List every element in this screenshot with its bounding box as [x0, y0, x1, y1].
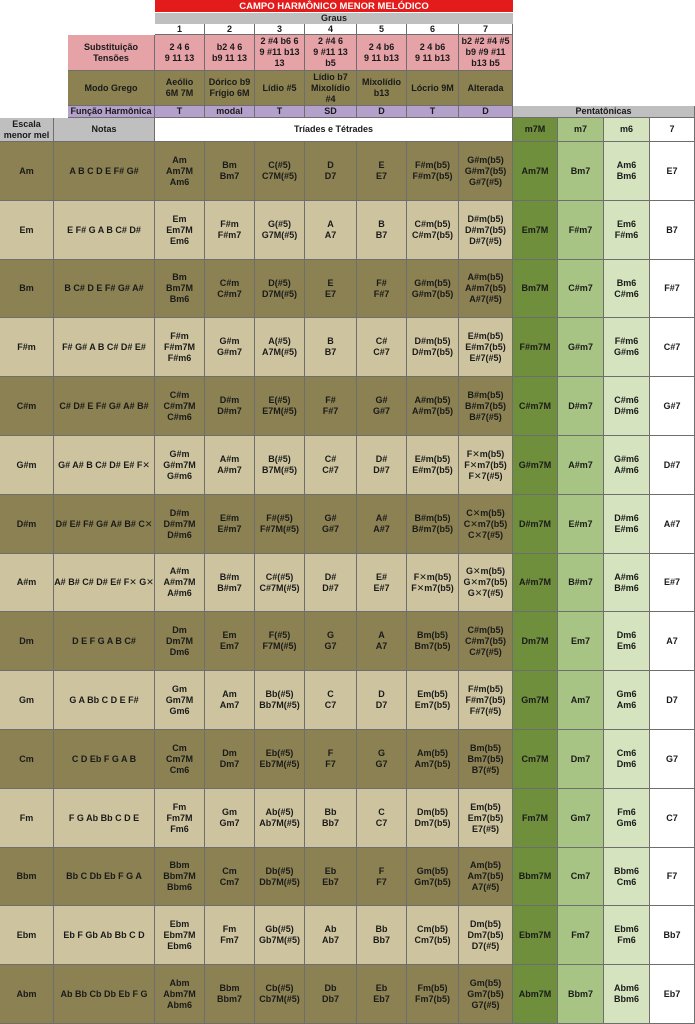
chord-cell: Em Em7M Em6	[155, 201, 205, 260]
scale-notes: A# B# C# D# E# F✕ G✕	[54, 554, 155, 612]
chord-cell: G# G#7	[305, 495, 357, 554]
degree-number: 3	[255, 24, 305, 35]
pentatonic-cell: Em7	[558, 612, 604, 671]
chord-cell: G G7	[305, 612, 357, 671]
chord-cell: D#m(b5) D#m7(b5) D#7(#5)	[459, 201, 513, 260]
chord-cell: C#m C#m7	[205, 260, 255, 318]
chord-cell: B B7	[305, 318, 357, 377]
chord-cell: A#m(b5) A#m7(b5) A#7(#5)	[459, 260, 513, 318]
chord-cell: Bb Bb7	[357, 906, 407, 965]
pentatonic-cell: Gm6 Am6	[604, 671, 650, 730]
chord-cell: Em(b5) Em7(b5)	[407, 671, 459, 730]
pentatonic-cell: G#m6 A#m6	[604, 436, 650, 495]
chord-cell: Eb Eb7	[357, 965, 407, 1024]
pentatonic-cell: Abm6 Bbm6	[604, 965, 650, 1024]
pentatonic-cell: E7	[650, 142, 695, 201]
notas-header: Notas	[54, 118, 155, 142]
scale-notes: Ab Bb Cb Db Eb F G	[54, 965, 155, 1024]
chord-cell: Bm Bm7	[205, 142, 255, 201]
modo-grego-cell: Mixolídio b13	[357, 71, 407, 106]
chord-cell: D(#5) D7M(#5)	[255, 260, 305, 318]
pentatonic-cell: Bbm6 Cm6	[604, 848, 650, 906]
chord-cell: E(#5) E7M(#5)	[255, 377, 305, 436]
chord-cell: D#m(b5) D#m7(b5)	[407, 318, 459, 377]
chord-cell: Fm Fm7	[205, 906, 255, 965]
chord-cell: A A7	[357, 612, 407, 671]
scale-key: Bbm	[0, 848, 54, 906]
pentatonic-cell: F#m7M	[513, 318, 558, 377]
chord-cell: F(#5) F7M(#5)	[255, 612, 305, 671]
pentatonic-cell: Cm7	[558, 848, 604, 906]
pentatonic-cell: G#m7M	[513, 436, 558, 495]
chord-cell: F# F#7	[305, 377, 357, 436]
pentatonicas-header: Pentatônicas	[513, 106, 695, 118]
scale-key: F#m	[0, 318, 54, 377]
pentatonic-cell: C7	[650, 789, 695, 848]
chord-cell: F#m(b5) F#m7(b5) F#7(#5)	[459, 671, 513, 730]
pentatonic-cell: Fm7	[558, 906, 604, 965]
pentatonic-cell: Em6 F#m6	[604, 201, 650, 260]
pentatonic-cell: B7	[650, 201, 695, 260]
chord-cell: Ab Ab7	[305, 906, 357, 965]
chord-cell: D# D#7	[305, 554, 357, 612]
scale-notes: G# A# B C# D# E# F✕	[54, 436, 155, 495]
tensoes-cell: 2 4 6 9 11 13	[155, 35, 205, 71]
chord-cell: Cb(#5) Cb7M(#5)	[255, 965, 305, 1024]
scale-key: C#m	[0, 377, 54, 436]
pentatonic-cell: G#m7	[558, 318, 604, 377]
scale-key: A#m	[0, 554, 54, 612]
pentatonic-cell: C#m7M	[513, 377, 558, 436]
chord-cell: Gm Gm7	[205, 789, 255, 848]
pentatonic-cell: Bm6 C#m6	[604, 260, 650, 318]
penta-header: m7M	[513, 118, 558, 142]
scale-key: Dm	[0, 612, 54, 671]
degree-number: 7	[459, 24, 513, 35]
scale-key: Abm	[0, 965, 54, 1024]
chord-cell: E#m E#m7	[205, 495, 255, 554]
chord-cell: C#(#5) C#7M(#5)	[255, 554, 305, 612]
tensoes-cell: 2 #4 6 9 #11 13 b5	[305, 35, 357, 71]
pentatonic-cell: G#7	[650, 377, 695, 436]
chord-cell: G#m(b5) G#m7(b5) G#7(#5)	[459, 142, 513, 201]
tensoes-cell: b2 4 6 b9 11 13	[205, 35, 255, 71]
chord-cell: Cm Cm7	[205, 848, 255, 906]
chord-cell: G# G#7	[357, 377, 407, 436]
scale-notes: D E F G A B C#	[54, 612, 155, 671]
funcao-cell: T	[155, 106, 205, 118]
pentatonic-cell: Fm6 Gm6	[604, 789, 650, 848]
chord-cell: Em Em7	[205, 612, 255, 671]
graus-header: Graus	[155, 13, 513, 24]
funcao-harmonica-label: Função Harmônica	[68, 106, 155, 118]
chord-cell: E#m(b5) E#m7(b5)	[407, 436, 459, 495]
funcao-cell: D	[459, 106, 513, 118]
scale-notes: D# E# F# G# A# B# C✕	[54, 495, 155, 554]
chord-cell: F#(#5) F#7M(#5)	[255, 495, 305, 554]
chord-cell: Gm(b5) Gm7(b5)	[407, 848, 459, 906]
scale-key: G#m	[0, 436, 54, 495]
chord-cell: E# E#7	[357, 554, 407, 612]
scale-notes: B C# D E F# G# A#	[54, 260, 155, 318]
chord-cell: F#m F#m7M F#m6	[155, 318, 205, 377]
pentatonic-cell: A7	[650, 612, 695, 671]
scale-notes: A B C D E F# G#	[54, 142, 155, 201]
pentatonic-cell: Bm7	[558, 142, 604, 201]
pentatonic-cell: C#m6 D#m6	[604, 377, 650, 436]
chord-cell: C#m C#m7M C#m6	[155, 377, 205, 436]
chord-cell: G#m G#m7M G#m6	[155, 436, 205, 495]
pentatonic-cell: Gm7	[558, 789, 604, 848]
chord-cell: A A7	[305, 201, 357, 260]
tensoes-cell: 2 4 b6 9 11 b13	[407, 35, 459, 71]
scale-notes: Bb C Db Eb F G A	[54, 848, 155, 906]
escala-header: Escala menor mel	[0, 118, 54, 142]
pentatonic-cell: Am7M	[513, 142, 558, 201]
chord-cell: Ab(#5) Ab7M(#5)	[255, 789, 305, 848]
chord-cell: Am(b5) Am7(b5) A7(#5)	[459, 848, 513, 906]
scale-key: Gm	[0, 671, 54, 730]
chord-cell: Bm(b5) Bm7(b5) B7(#5)	[459, 730, 513, 789]
chord-cell: Cm(b5) Cm7(b5)	[407, 906, 459, 965]
pentatonic-cell: A#m7	[558, 436, 604, 495]
chord-cell: B(#5) B7M(#5)	[255, 436, 305, 495]
modo-grego-cell: Lídio #5	[255, 71, 305, 106]
modo-grego-label: Modo Grego	[68, 71, 155, 106]
chord-cell: C C7	[357, 789, 407, 848]
chord-cell: G(#5) G7M(#5)	[255, 201, 305, 260]
chord-cell: Ebm Ebm7M Ebm6	[155, 906, 205, 965]
scale-key: Bm	[0, 260, 54, 318]
chord-cell: Abm Abm7M Abm6	[155, 965, 205, 1024]
pentatonic-cell: D7	[650, 671, 695, 730]
penta-header: m6	[604, 118, 650, 142]
degree-number: 5	[357, 24, 407, 35]
chord-cell: F#m F#m7	[205, 201, 255, 260]
chord-cell: Dm Dm7M Dm6	[155, 612, 205, 671]
modo-grego-cell: Dórico b9 Frígio 6M	[205, 71, 255, 106]
chord-cell: A(#5) A7M(#5)	[255, 318, 305, 377]
chord-cell: D#m D#m7M D#m6	[155, 495, 205, 554]
chord-cell: G#m G#m7	[205, 318, 255, 377]
pentatonic-cell: C#7	[650, 318, 695, 377]
chord-cell: Eb(#5) Eb7M(#5)	[255, 730, 305, 789]
pentatonic-cell: Abm7M	[513, 965, 558, 1024]
pentatonic-cell: Dm6 Em6	[604, 612, 650, 671]
chord-cell: D D7	[305, 142, 357, 201]
scale-notes: E F# G A B C# D#	[54, 201, 155, 260]
pentatonic-cell: Bm7M	[513, 260, 558, 318]
chord-cell: Bb Bb7	[305, 789, 357, 848]
scale-key: Em	[0, 201, 54, 260]
tensoes-cell: 2 #4 b6 6 9 #11 b13 13	[255, 35, 305, 71]
pentatonic-cell: F#m6 G#m6	[604, 318, 650, 377]
pentatonic-cell: F#7	[650, 260, 695, 318]
degree-number: 1	[155, 24, 205, 35]
pentatonic-cell: Am7	[558, 671, 604, 730]
chord-cell: B B7	[357, 201, 407, 260]
chord-cell: F F7	[305, 730, 357, 789]
chord-cell: E E7	[305, 260, 357, 318]
pentatonic-cell: C#m7	[558, 260, 604, 318]
substituicao-label: Substituição Tensões	[68, 35, 155, 71]
pentatonic-cell: Fm7M	[513, 789, 558, 848]
chord-cell: A#m(b5) A#m7(b5)	[407, 377, 459, 436]
chord-cell: Bbm Bbm7	[205, 965, 255, 1024]
chord-cell: F F7	[357, 848, 407, 906]
chord-cell: G G7	[357, 730, 407, 789]
tensoes-cell: 2 4 b6 9 11 b13	[357, 35, 407, 71]
chord-cell: Bb(#5) Bb7M(#5)	[255, 671, 305, 730]
chord-cell: Em(b5) Em7(b5) E7(#5)	[459, 789, 513, 848]
pentatonic-cell: Em7M	[513, 201, 558, 260]
pentatonic-cell: D#m7M	[513, 495, 558, 554]
chord-cell: D D7	[357, 671, 407, 730]
scale-notes: G A Bb C D E F#	[54, 671, 155, 730]
chord-cell: G#m(b5) G#m7(b5)	[407, 260, 459, 318]
pentatonic-cell: Gm7M	[513, 671, 558, 730]
pentatonic-cell: E#m7	[558, 495, 604, 554]
chord-cell: E E7	[357, 142, 407, 201]
degree-number: 6	[407, 24, 459, 35]
chord-cell: Cm Cm7M Cm6	[155, 730, 205, 789]
chord-cell: Db(#5) Db7M(#5)	[255, 848, 305, 906]
penta-header: 7	[650, 118, 695, 142]
pentatonic-cell: D#m7	[558, 377, 604, 436]
chord-cell: C#m(b5) C#m7(b5)	[407, 201, 459, 260]
pentatonic-cell: F#m7	[558, 201, 604, 260]
chord-cell: D#m D#m7	[205, 377, 255, 436]
chord-cell: B#m B#m7	[205, 554, 255, 612]
pentatonic-cell: A#m7M	[513, 554, 558, 612]
pentatonic-cell: E#7	[650, 554, 695, 612]
pentatonic-cell: Dm7	[558, 730, 604, 789]
chord-cell: Gm(b5) Gm7(b5) G7(#5)	[459, 965, 513, 1024]
pentatonic-cell: Cm7M	[513, 730, 558, 789]
scale-notes: C# D# E F# G# A# B#	[54, 377, 155, 436]
chord-cell: B#m(b5) B#m7(b5)	[407, 495, 459, 554]
pentatonic-cell: Ebm6 Fm6	[604, 906, 650, 965]
table-title: CAMPO HARMÔNICO MENOR MELÓDICO	[155, 0, 513, 13]
chord-cell: C# C#7	[357, 318, 407, 377]
scale-key: D#m	[0, 495, 54, 554]
scale-notes: C D Eb F G A B	[54, 730, 155, 789]
modo-grego-cell: Aeólio 6M 7M	[155, 71, 205, 106]
pentatonic-cell: Cm6 Dm6	[604, 730, 650, 789]
chord-cell: Gm Gm7M Gm6	[155, 671, 205, 730]
chord-cell: E#m(b5) E#m7(b5) E#7(#5)	[459, 318, 513, 377]
chord-cell: F# F#7	[357, 260, 407, 318]
scale-notes: F G Ab Bb C D E	[54, 789, 155, 848]
chord-cell: Db Db7	[305, 965, 357, 1024]
chord-cell: Dm Dm7	[205, 730, 255, 789]
chord-cell: Am Am7M Am6	[155, 142, 205, 201]
chord-cell: C(#5) C7M(#5)	[255, 142, 305, 201]
modo-grego-cell: Lídio b7 Mixolídio #4	[305, 71, 357, 106]
chord-cell: Bm(b5) Bm7(b5)	[407, 612, 459, 671]
pentatonic-cell: F7	[650, 848, 695, 906]
funcao-cell: D	[357, 106, 407, 118]
chord-cell: C C7	[305, 671, 357, 730]
scale-key: Fm	[0, 789, 54, 848]
chord-cell: C✕m(b5) C✕m7(b5) C✕7(#5)	[459, 495, 513, 554]
pentatonic-cell: B#m7	[558, 554, 604, 612]
pentatonic-cell: G7	[650, 730, 695, 789]
chord-cell: B#m(b5) B#m7(b5) B#7(#5)	[459, 377, 513, 436]
pentatonic-cell: Bb7	[650, 906, 695, 965]
chord-cell: Am Am7	[205, 671, 255, 730]
pentatonic-cell: Ebm7M	[513, 906, 558, 965]
chord-cell: Bbm Bbm7M Bbm6	[155, 848, 205, 906]
pentatonic-cell: Am6 Bm6	[604, 142, 650, 201]
degree-number: 2	[205, 24, 255, 35]
funcao-cell: T	[407, 106, 459, 118]
chord-cell: Dm(b5) Dm7(b5)	[407, 789, 459, 848]
chord-cell: D# D#7	[357, 436, 407, 495]
chord-cell: Eb Eb7	[305, 848, 357, 906]
pentatonic-cell: Dm7M	[513, 612, 558, 671]
funcao-cell: T	[255, 106, 305, 118]
scale-key: Am	[0, 142, 54, 201]
chord-cell: C# C#7	[305, 436, 357, 495]
chord-cell: A#m A#m7	[205, 436, 255, 495]
pentatonic-cell: D#7	[650, 436, 695, 495]
scale-key: Ebm	[0, 906, 54, 965]
pentatonic-cell: D#m6 E#m6	[604, 495, 650, 554]
degree-number: 4	[305, 24, 357, 35]
scale-key: Cm	[0, 730, 54, 789]
chord-cell: Fm Fm7M Fm6	[155, 789, 205, 848]
chord-cell: A# A#7	[357, 495, 407, 554]
chord-cell: Bm Bm7M Bm6	[155, 260, 205, 318]
chord-cell: F✕m(b5) F✕m7(b5) F✕7(#5)	[459, 436, 513, 495]
modo-grego-cell: Alterada	[459, 71, 513, 106]
tensoes-cell: b2 #2 #4 #5 b9 #9 #11 b13 b5	[459, 35, 513, 71]
scale-notes: F# G# A B C# D# E#	[54, 318, 155, 377]
pentatonic-cell: Bbm7M	[513, 848, 558, 906]
chord-cell: Gb(#5) Gb7M(#5)	[255, 906, 305, 965]
chord-cell: Dm(b5) Dm7(b5) D7(#5)	[459, 906, 513, 965]
chord-cell: Fm(b5) Fm7(b5)	[407, 965, 459, 1024]
chord-cell: C#m(b5) C#m7(b5) C#7(#5)	[459, 612, 513, 671]
triades-header: Tríades e Tétrades	[155, 118, 513, 142]
pentatonic-cell: A#7	[650, 495, 695, 554]
chord-cell: A#m A#m7M A#m6	[155, 554, 205, 612]
pentatonic-cell: Bbm7	[558, 965, 604, 1024]
chord-cell: G✕m(b5) G✕m7(b5) G✕7(#5)	[459, 554, 513, 612]
funcao-cell: SD	[305, 106, 357, 118]
pentatonic-cell: Eb7	[650, 965, 695, 1024]
chord-cell: F#m(b5) F#m7(b5)	[407, 142, 459, 201]
penta-header: m7	[558, 118, 604, 142]
modo-grego-cell: Lócrio 9M	[407, 71, 459, 106]
pentatonic-cell: A#m6 B#m6	[604, 554, 650, 612]
chord-cell: F✕m(b5) F✕m7(b5)	[407, 554, 459, 612]
scale-notes: Eb F Gb Ab Bb C D	[54, 906, 155, 965]
funcao-cell: modal	[205, 106, 255, 118]
chord-cell: Am(b5) Am7(b5)	[407, 730, 459, 789]
